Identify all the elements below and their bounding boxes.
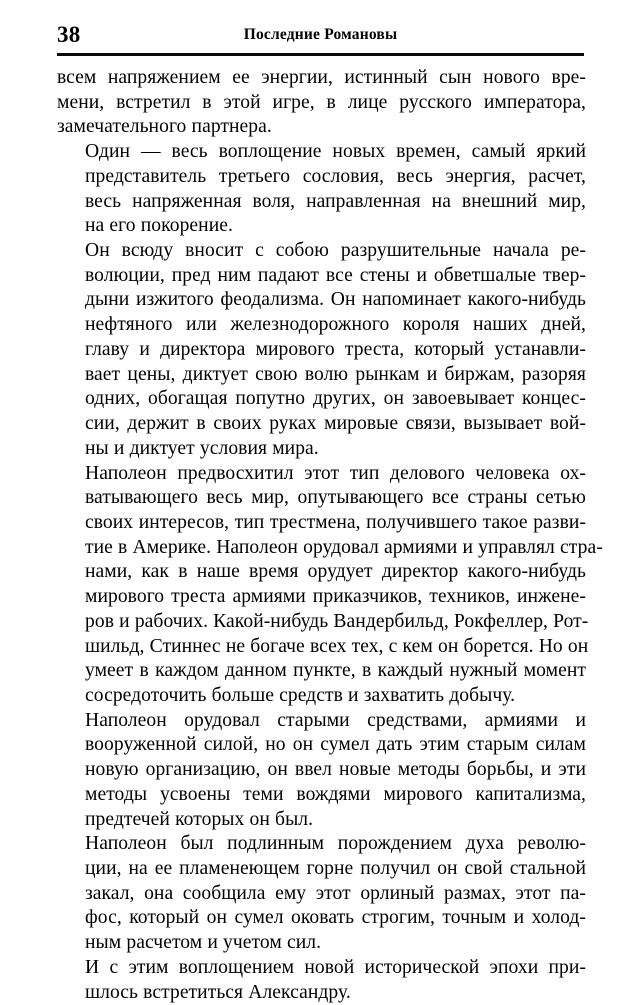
text-line: фос, который он сумел оковать строгим, точным и холод- [85,907,586,929]
paragraph [57,832,586,956]
text-line: ции, на ее пламенеющем горне получил он свой стальной [85,858,586,879]
text-line: И с этим воплощением новой исторической эпохи при- [85,956,586,978]
running-head-title: Последние Романовы [243,26,398,43]
text-line: тие в Америке. Наполеон орудовал армиями и управлял стра- [85,536,603,558]
text-line: ным расчетом и учетом сил. [85,932,322,954]
text-line: мирового треста армиями приказчиков, техников, инжене- [85,586,586,608]
page-header [57,22,584,48]
paragraph [57,239,586,461]
text-line: представитель третьего сословия, весь энергия, расчет, [85,165,586,187]
text-line: весь напряженная воля, направленная на внешний мир, [85,190,586,212]
text-line: нефтяного или железнодорожного короля наших дней, [85,314,586,336]
text-line: мени, встретил в этой игре, в лице русского императора, [57,91,586,113]
text-line: шлось встретиться Александру. [85,981,351,1003]
text-line: методы усвоены теми вождями мирового капитализма, [85,783,586,805]
text-line: закал, она сообщила ему этот орлиный размах, этот па- [85,882,586,904]
text-line: на его покорение. [85,215,233,237]
paragraph [57,140,586,239]
text-line: Наполеон был подлинным порождением духа револю- [85,833,586,855]
paragraph [57,462,603,709]
header-divider-rule [57,53,584,56]
paragraph [57,66,586,140]
text-line: шильд, Стиннес не богаче всех тех, с кем он борется. Но он [85,635,589,657]
text-line: Он всюду вносит с собою разрушительные начала ре- [85,240,586,262]
text-line: дыни изжитого феодализма. Он напоминает какого-нибудь [85,289,586,311]
text-line: волюции, пред ним падают все стены и обветшалые твер- [85,264,586,286]
text-line: Один — весь воплощение новых времен, самый яркий [85,141,586,163]
text-line: вает цены, диктует свою волю рынкам и биржам, разоряя [85,363,586,385]
text-line: вооруженной силой, но он сумел дать этим старым силам [85,734,586,756]
text-line: умеет в каждом данном пункте, в каждый нужный момент [85,660,586,682]
text-line: Наполеон предвосхитил этот тип делового человека ох- [85,462,586,484]
text-line: ны и диктует условия мира. [85,437,319,459]
text-line: сии, держит в своих руках мировые связи, вызывает вой- [85,413,586,435]
text-line: нами, как в наше время орудует директор какого-нибудь [85,561,586,583]
page-number: 38 [57,22,81,47]
text-line: Наполеон орудовал старыми средствами, армиями и [85,709,586,731]
paragraph [57,956,586,1005]
text-line: главу и директора мирового треста, который устанавли- [85,338,586,360]
text-line: замечательного партнера. [57,116,272,138]
text-line: новую организацию, он ввел новые методы борьбы, и эти [85,759,586,781]
text-line: своих интересов, тип трестмена, получившего такое разви- [85,511,586,533]
text-line: сосредоточить больше средств и захватить добычу. [85,684,516,706]
text-line: ров и рабочих. Какой-нибудь Вандербильд, Рокфеллер, Рот- [85,610,589,632]
text-line: предтечей которых он был. [85,808,314,830]
paragraph [57,709,586,833]
text-line: ватывающего весь мир, опутывающего все страны сетью [85,487,586,509]
body-text-block [57,66,603,1005]
text-line: одних, обогащая попутно других, он завоевывает концес- [85,388,586,410]
text-line: всем напряжением ее энергии, истинный сын нового вре- [57,67,586,88]
